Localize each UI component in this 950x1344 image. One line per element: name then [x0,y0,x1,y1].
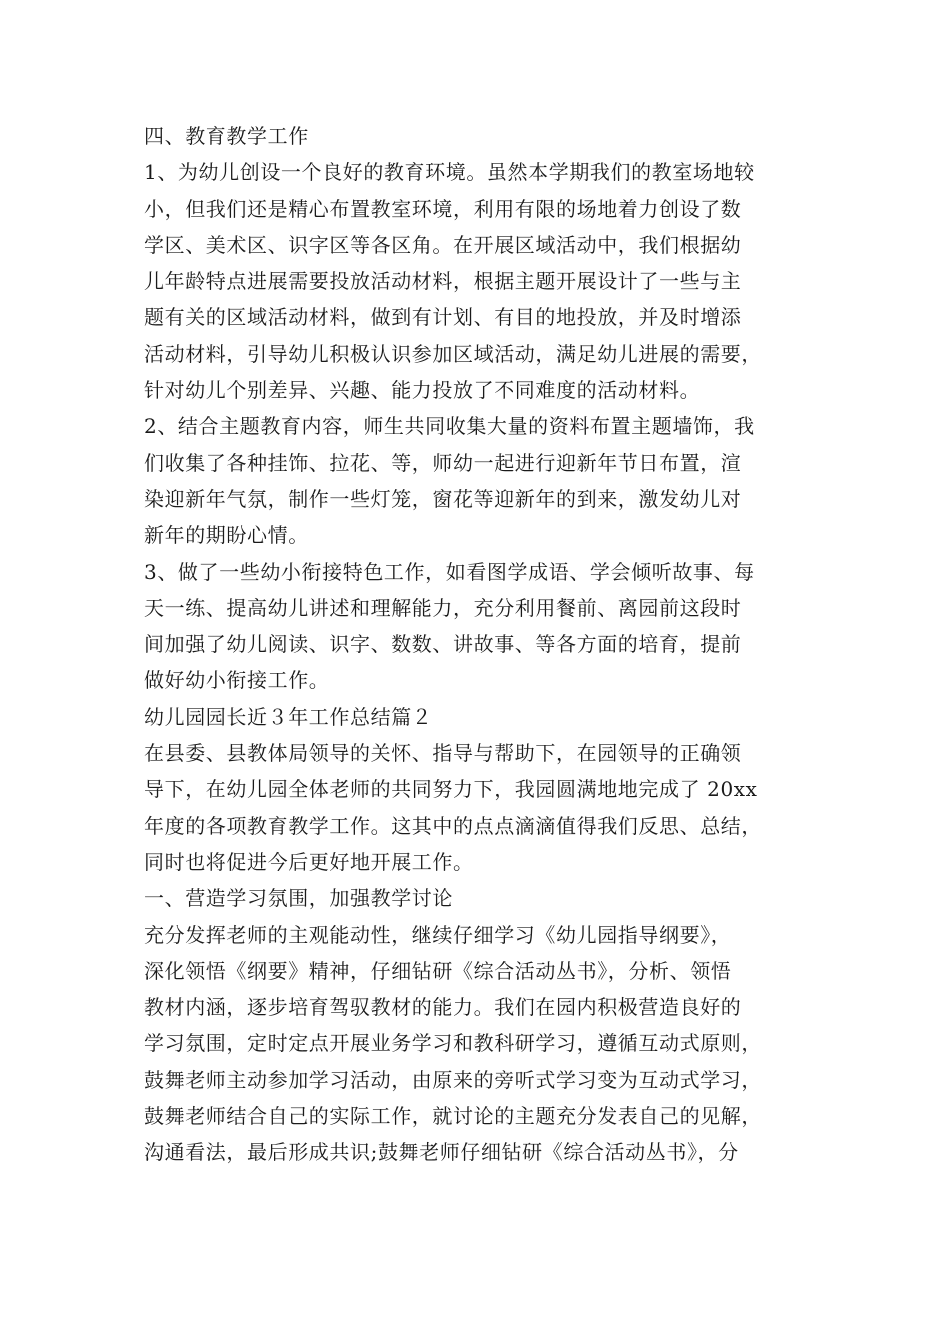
text-line: 学习氛围，定时定点开展业务学习和教科研学习，遵循互动式原则， [144,1031,762,1056]
text-line: 鼓舞老师结合自己的实际工作，就讨论的主题充分发表自己的见解， [144,1104,762,1129]
text-line: 染迎新年气氛，制作一些灯笼，窗花等迎新年的到来，激发幼儿对 [144,486,742,511]
text-line: 间加强了幼儿阅读、识字、数数、讲故事、等各方面的培育，提前 [144,632,742,657]
text-line: 导下，在幼儿园全体老师的共同努力下，我园圆满地地完成了 20xx [144,777,758,802]
text-line: 针对幼儿个别差异、兴趣、能力投放了不同难度的活动材料。 [144,378,701,403]
text-line: 沟通看法，最后形成共识;鼓舞老师仔细钻研《综合活动丛书》，分 [144,1140,739,1165]
text-line: 充分发挥老师的主观能动性，继续仔细学习《幼儿园指导纲要》， [144,922,732,947]
section-heading: 四、教育教学工作 [144,124,309,148]
article-title: 幼儿园园长近３年工作总结篇２ [144,704,433,729]
text-line: 新年的期盼心情。 [144,523,309,548]
text-line: 年度的各项教育教学工作。这其中的点点滴滴值得我们反思、总结， [144,813,762,838]
text-line: 小，但我们还是精心布置教室环境，利用有限的场地着力创设了数 [144,196,742,221]
text-line: 1、为幼儿创设一个良好的教育环境。虽然本学期我们的教室场地较 [144,160,755,185]
text-line: 题有关的区域活动材料，做到有计划、有目的地投放，并及时增添 [144,305,742,330]
text-line: 做好幼小衔接工作。 [144,668,330,693]
text-line: 们收集了各种挂饰、拉花、等，师幼一起进行迎新年节日布置，渲 [144,450,742,475]
text-line: 同时也将促进今后更好地开展工作。 [144,849,474,874]
text-line: 2、结合主题教育内容，师生共同收集大量的资料布置主题墙饰，我 [144,414,755,439]
document-body [144,118,814,1171]
text-line: 深化领悟《纲要》精神，仔细钻研《综合活动丛书》，分析、领悟 [144,958,732,983]
text-line: 3、做了一些幼小衔接特色工作，如看图学成语、学会倾听故事、每 [144,559,755,584]
text-line: 在县委、县教体局领导的关怀、指导与帮助下，在园领导的正确领 [144,741,742,766]
text-line: 教材内涵，逐步培育驾驭教材的能力。我们在园内积极营造良好的 [144,995,742,1020]
text-line: 学区、美术区、识字区等各区角。在开展区域活动中，我们根据幼 [144,232,742,257]
text-line: 天一练、提高幼儿讲述和理解能力，充分利用餐前、离园前这段时 [144,595,742,620]
text-line: 儿年龄特点进展需要投放活动材料，根据主题开展设计了一些与主 [144,269,742,294]
text-line: 鼓舞老师主动参加学习活动，由原来的旁听式学习变为互动式学习， [144,1067,762,1092]
section-heading: 一、营造学习氛围，加强教学讨论 [144,886,453,911]
text-line: 活动材料，引导幼儿积极认识参加区域活动，满足幼儿进展的需要， [144,341,762,366]
